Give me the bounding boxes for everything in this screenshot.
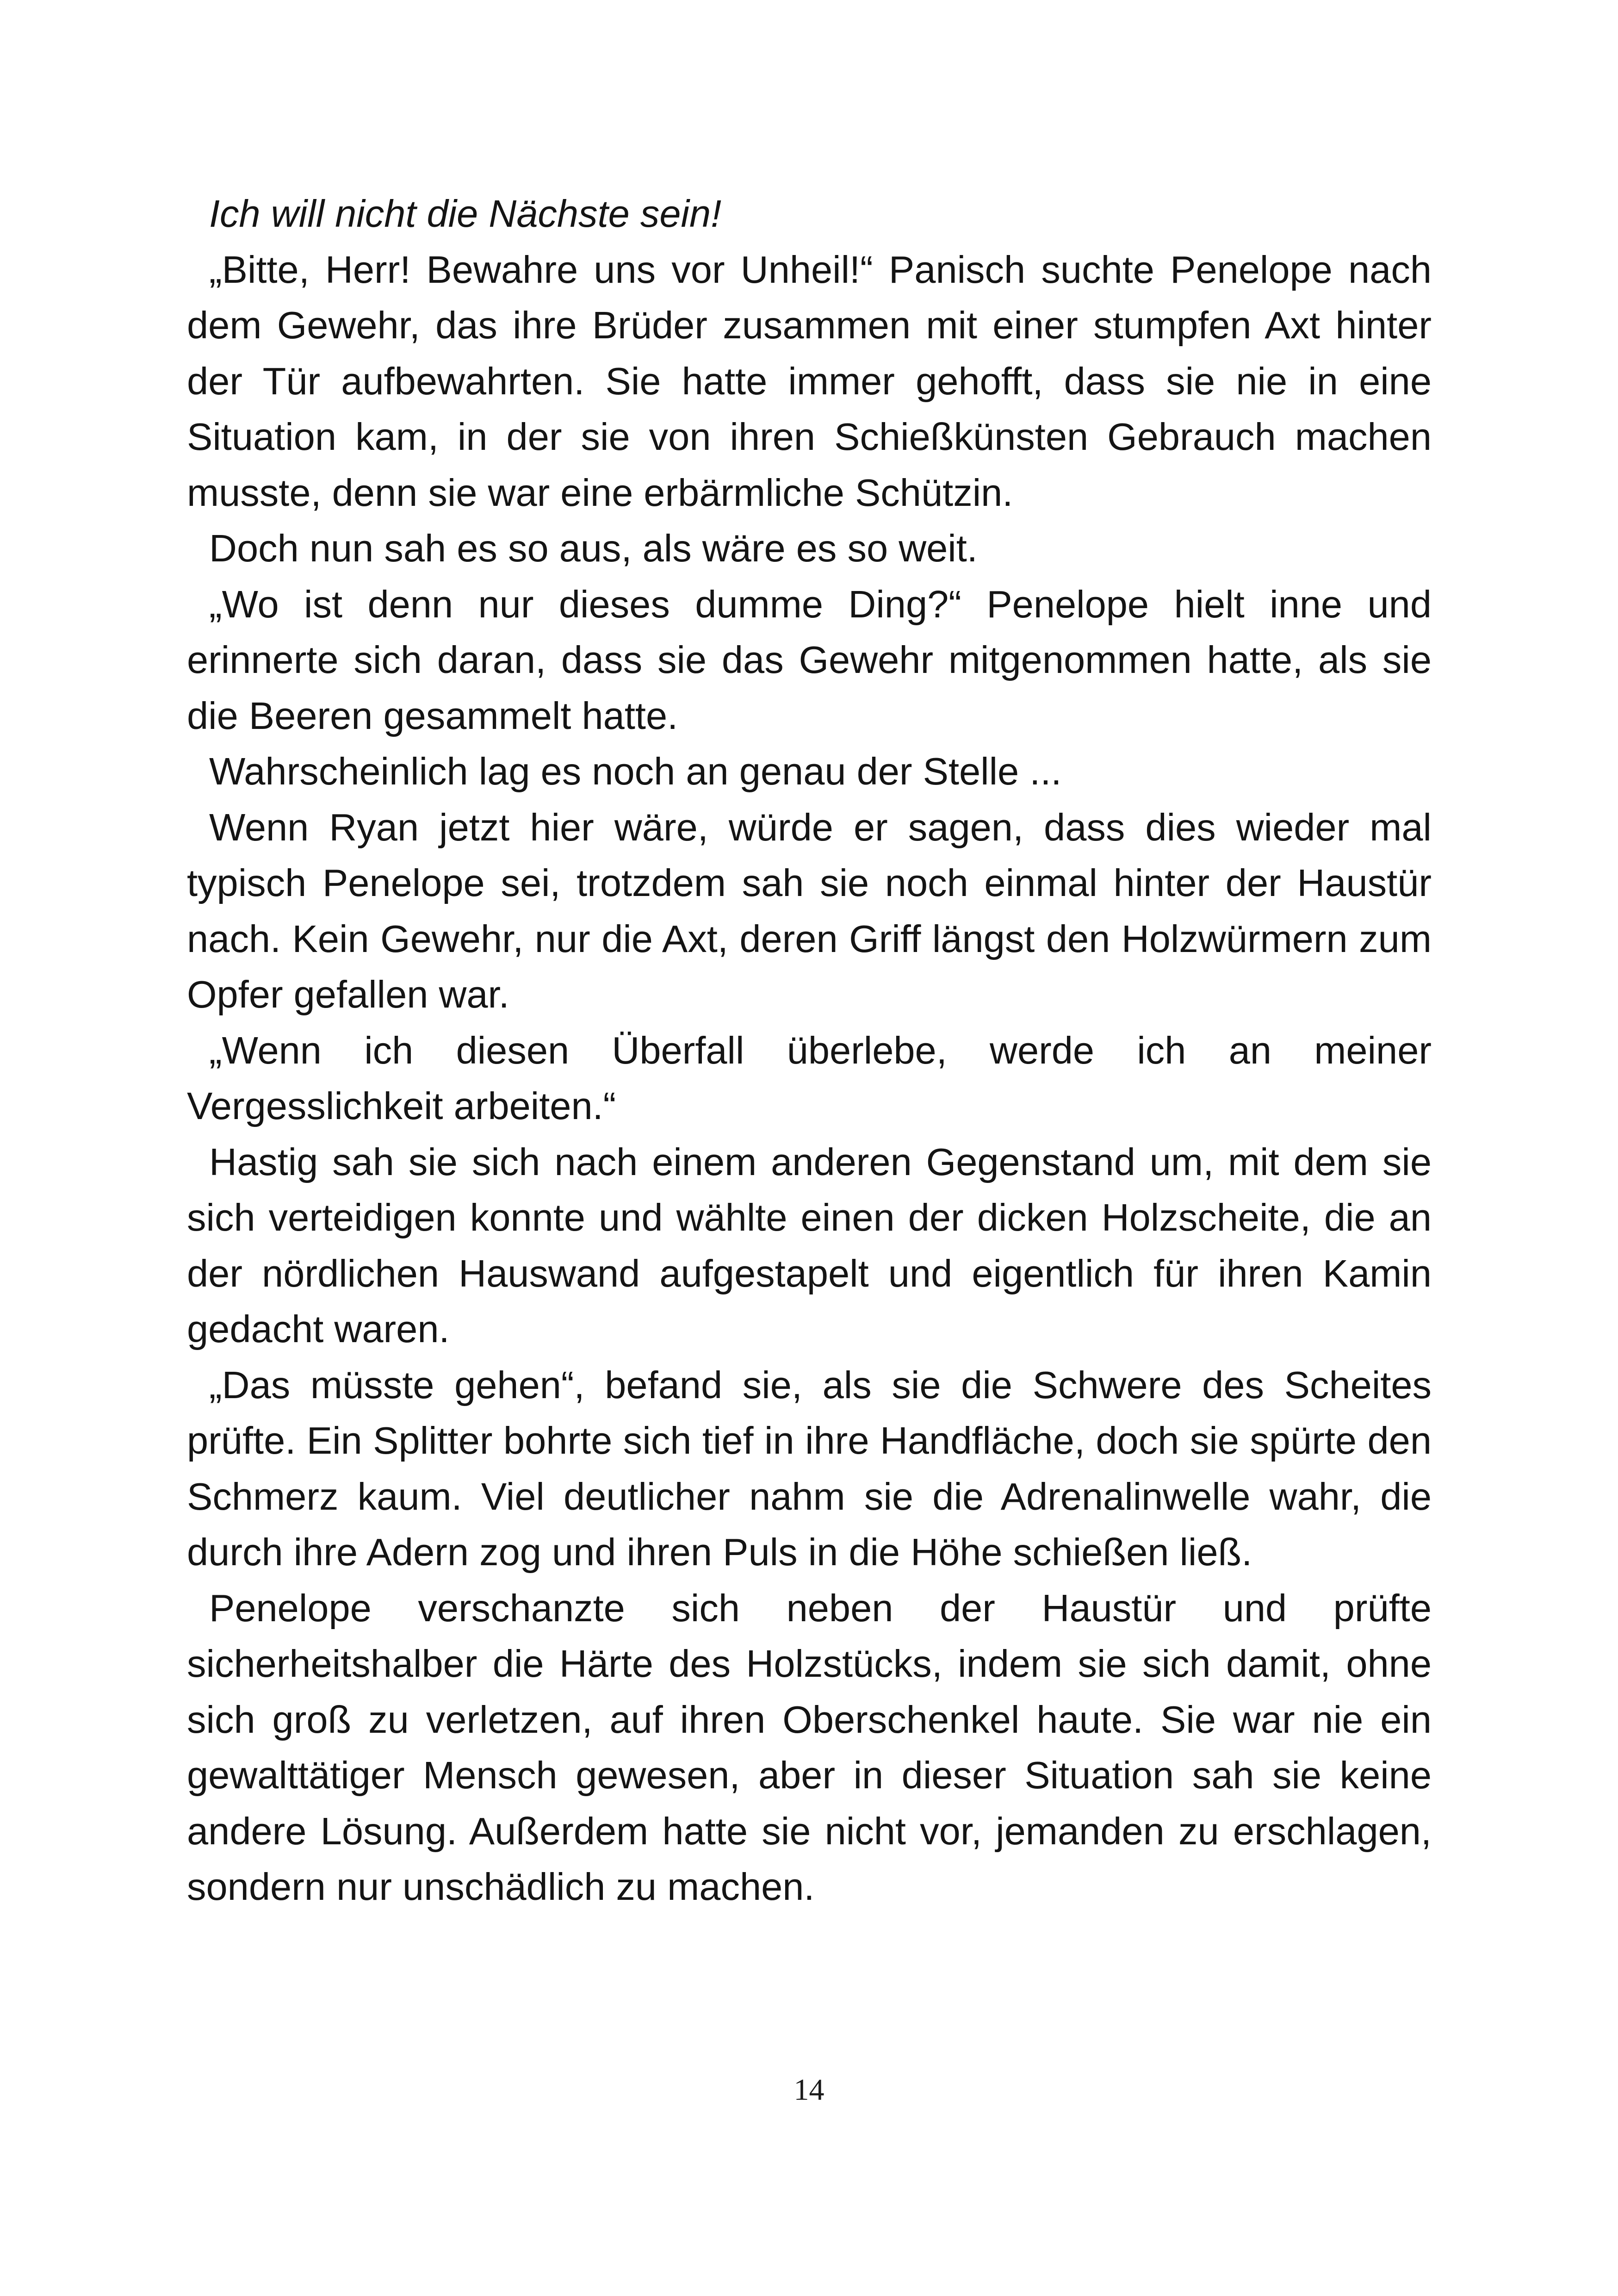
paragraph: Wenn Ryan jetzt hier wäre, würde er sagen, dass dies wieder mal typisch Penelope sei, trotzdem sah sie noch einmal hinter der Haustür nach. Kein Gewehr, nur die Axt, deren Griff längst den Holzwürmern zum Opfer gefallen war. (187, 805, 1432, 1016)
paragraph: Penelope verschanzte sich neben der Haustür und prüfte sicherheitshalber die Härte des Holzstücks, indem sie sich damit, ohne sich groß zu verletzen, auf ihren Oberschenkel haute. Sie war nie ein gewalttätiger Mensch gewesen, aber in dieser Situation sah sie keine andere Lösung. Außerdem hatte sie nicht vor, jemanden zu erschlagen, sondern nur unschädlich zu machen. (187, 1586, 1432, 1908)
paragraph: „Wo ist denn nur dieses dumme Ding?“ Penelope hielt inne und erinnerte sich daran, dass sie das Gewehr mitgenommen hatte, als sie die Beeren gesammelt hatte. (187, 582, 1432, 737)
page-number: 14 (794, 2073, 824, 2107)
paragraph: „Wenn ich diesen Überfall überlebe, werde ich an meiner Vergesslichkeit arbeiten.“ (187, 1028, 1432, 1127)
paragraph: Doch nun sah es so aus, als wäre es so weit. (209, 527, 978, 570)
body-text (187, 186, 1432, 1915)
paragraph: Hastig sah sie sich nach einem anderen Gegenstand um, mit dem sie sich verteidigen konnte und wählte einen der dicken Holzscheite, die an der nördlichen Hauswand aufgestapelt und eigentlich für ihren Kamin gedacht waren. (187, 1140, 1432, 1350)
italic-thought-paragraph: Ich will nicht die Nächste sein! (209, 192, 722, 235)
paragraph: Wahrscheinlich lag es noch an genau der Stelle ... (209, 750, 1062, 793)
paragraph: „Das müsste gehen“, befand sie, als sie die Schwere des Scheites prüfte. Ein Splitter bohrte sich tief in ihre Handfläche, doch sie spürte den Schmerz kaum. Viel deutlicher nahm sie die Adrenalinwelle wahr, die durch ihre Adern zog und ihren Puls in die Höhe schießen ließ. (187, 1363, 1432, 1574)
paragraph: „Bitte, Herr! Bewahre uns vor Unheil!“ Panisch suchte Penelope nach dem Gewehr, das ihre Brüder zusammen mit einer stumpfen Axt hinter der Tür aufbewahrten. Sie hatte immer gehofft, dass sie nie in eine Situation kam, in der sie von ihren Schießkünsten Gebrauch machen musste, denn sie war eine erbärmliche Schützin. (187, 248, 1432, 514)
